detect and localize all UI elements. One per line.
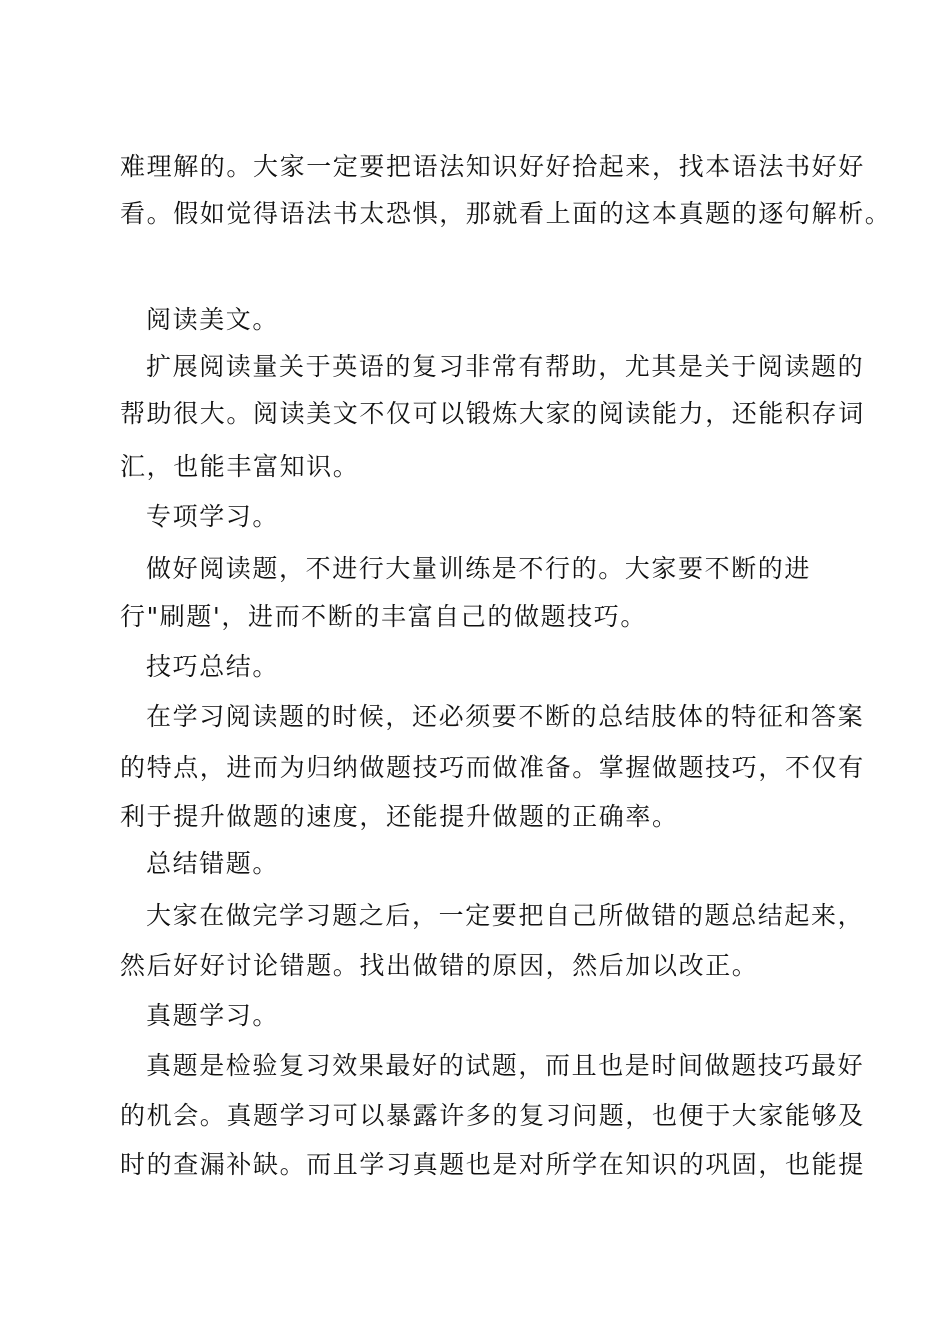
paragraph-line: 的机会。真题学习可以暴露许多的复习问题，也便于大家能够及 bbox=[120, 1101, 865, 1130]
paragraph-line: 时的查漏补缺。而且学习真题也是对所学在知识的巩固，也能提 bbox=[120, 1150, 865, 1179]
paragraph-line: 帮助很大。阅读美文不仅可以锻炼大家的阅读能力，还能积存词 bbox=[120, 399, 865, 428]
paragraph-line: 利于提升做题的速度，还能提升做题的正确率。 bbox=[120, 802, 679, 831]
paragraph-line: 在学习阅读题的时候，还必须要不断的总结肢体的特征和答案 bbox=[146, 702, 865, 731]
paragraph-line: 的特点，进而为归纳做题技巧而做准备。掌握做题技巧，不仅有 bbox=[120, 753, 865, 782]
section-heading: 总结错题。 bbox=[146, 849, 280, 878]
section-heading: 专项学习。 bbox=[146, 502, 280, 531]
paragraph-line: 看。假如觉得语法书太恐惧，那就看上面的这本真题的逐句解析。 bbox=[120, 199, 892, 228]
paragraph-line: 难理解的。大家一定要把语法知识好好拾起来，找本语法书好好 bbox=[120, 152, 865, 181]
paragraph-line: 行"刷题'，进而不断的丰富自己的做题技巧。 bbox=[120, 602, 647, 631]
section-heading: 真题学习。 bbox=[146, 1001, 280, 1030]
paragraph-line: 大家在做完学习题之后，一定要把自己所做错的题总结起来， bbox=[146, 901, 865, 930]
section-heading: 阅读美文。 bbox=[146, 305, 280, 334]
paragraph-line: 然后好好讨论错题。找出做错的原因，然后加以改正。 bbox=[120, 951, 759, 980]
paragraph-line: 扩展阅读量关于英语的复习非常有帮助，尤其是关于阅读题的 bbox=[146, 352, 865, 381]
section-heading: 技巧总结。 bbox=[146, 652, 280, 681]
paragraph-line: 做好阅读题，不进行大量训练是不行的。大家要不断的进 bbox=[146, 554, 812, 583]
paragraph-line: 真题是检验复习效果最好的试题，而且也是时间做题技巧最好 bbox=[146, 1051, 865, 1080]
paragraph-line: 汇，也能丰富知识。 bbox=[120, 452, 360, 481]
